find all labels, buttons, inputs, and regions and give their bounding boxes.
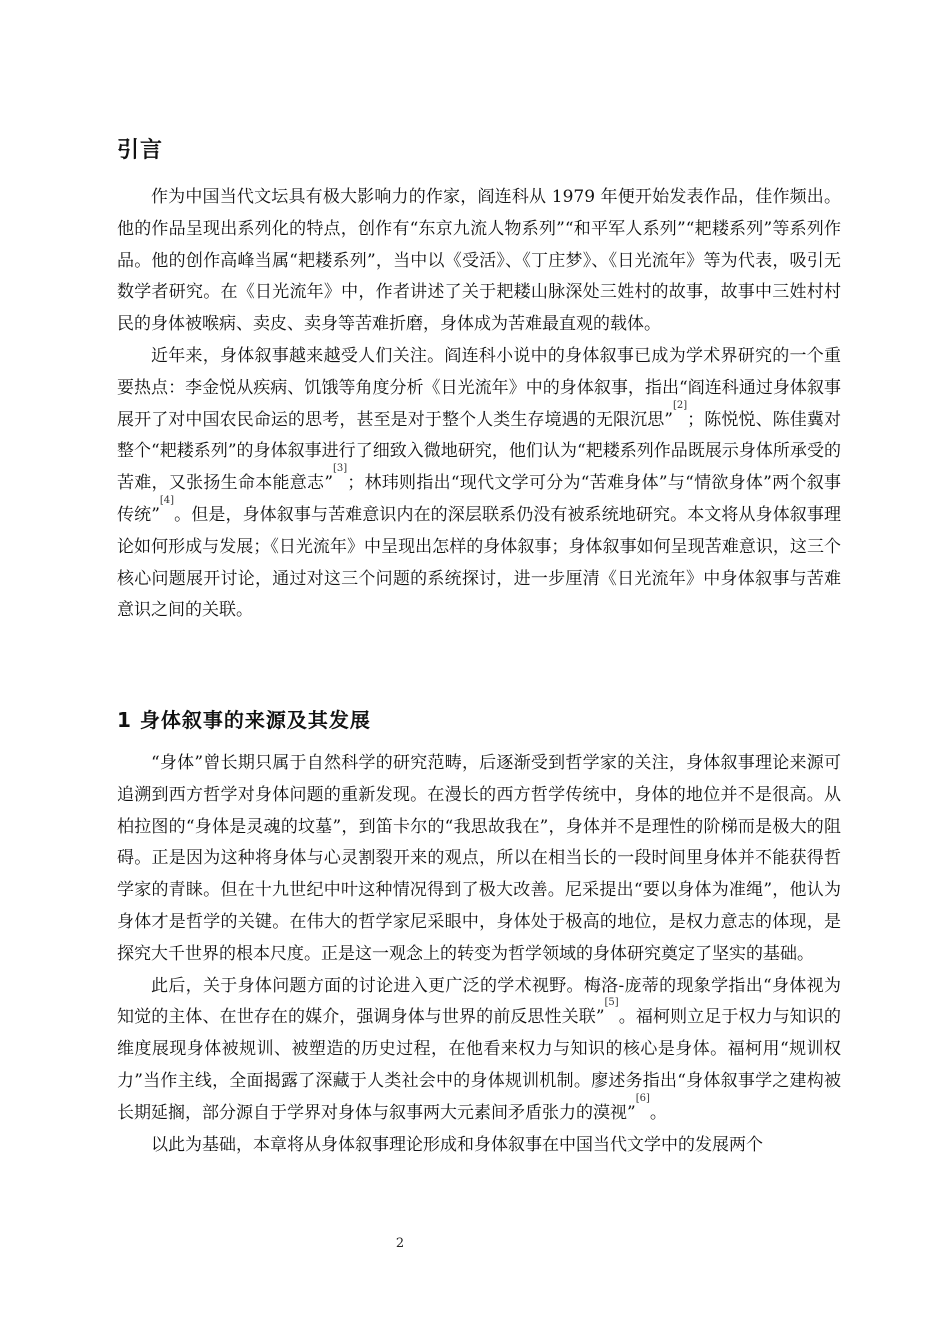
paragraph-text: 此后，关于身体问题方面的讨论进入更广泛的学术视野。梅洛-庞蒂的现象学指出“身体视为知觉的主体、在世存在的媒介，强调身体与世界的前反思性关联” [117, 975, 841, 1028]
paragraph-text: ；陈悦悦、陈佳冀对整个“耙耧系列”的身体叙事进行了细致入微地研究，他们认为“耙耧系列作品既展示身体所承受的苦难，又张扬生命本能意志” [117, 409, 841, 494]
page-number: 2 [395, 1236, 405, 1251]
paragraph [117, 971, 841, 1130]
paragraph-text: 。福柯则立足于权力与知识的维度展现身体被规训、被塑造的历史过程，在他看来权力与知识的核心是身体。福柯用“规训权力”当作主线，全面揭露了深藏于人类社会中的身体规训机制。廖述务指出“身体叙事学之建构被长期延搁，部分源自于学界对身体与叙事两大元素间矛盾张力的漠视” [117, 1007, 841, 1123]
paragraph [117, 182, 841, 341]
citation-ref[interactable]: [2] [673, 399, 688, 411]
citation-ref[interactable]: [5] [604, 997, 619, 1009]
introduction-body [117, 182, 841, 627]
paragraph-text: 。 [649, 1102, 667, 1123]
section-1-body [117, 748, 841, 1161]
paragraph-text: 以此为基础，本章将从身体叙事理论形成和身体叙事在中国当代文学中的发展两个 [151, 1134, 763, 1155]
section-heading-introduction: 引言 [117, 138, 164, 163]
paragraph-text: “身体”曾长期只属于自然科学的研究范畴，后逐渐受到哲学家的关注，身体叙事理论来源可追溯到西方哲学对身体问题的重新发现。在漫长的西方哲学传统中，身体的地位并不是很高。从柏拉图的“身体是灵魂的坟墓”，到笛卡尔的“我思故我在”，身体并不是理性的阶梯而是极大的阻碍。正是因为这种将身体与心灵割裂开来的观点，所以在相当长的一段时间里身体并不能获得哲学家的青睐。但在十九世纪中叶这种情况得到了极大改善。尼采提出“要以身体为准绳”，他认为身体才是哲学的关键。在伟大的哲学家尼采眼中，身体处于极高的地位，是权力意志的体现，是探究大千世界的根本尺度。正是这一观念上的转变为哲学领域的身体研究奠定了坚实的基础。 [117, 753, 841, 964]
paragraph-text: 作为中国当代文坛具有极大影响力的作家，阎连科从 1979 年便开始发表作品，佳作频出。他的作品呈现出系列化的特点，创作有“东京九流人物系列”“和平军人系列”“耙耧系列”等系列作品。他的创作高峰当属“耙耧系列”，当中以《受活》、《丁庄梦》、《日光流年》等为代表，吸引无数学者研究。在《日光流年》中，作者讲述了关于耙耧山脉深处三姓村的故事，故事中三姓村村民的身体被喉病、卖皮、卖身等苦难折磨，身体成为苦难最直观的载体。 [117, 187, 841, 335]
paragraph-text: ；林玮则指出“现代文学可分为“苦难身体”与“情欲身体”两个叙事传统” [117, 473, 841, 525]
paragraph-text: 近年来，身体叙事越来越受人们关注。阎连科小说中的身体叙事已成为学术界研究的一个重要热点：李金悦从疾病、饥饿等角度分析《日光流年》中的身体叙事，指出“阎连科通过身体叙事展开了对中国农民命运的思考，甚至是对于整个人类生存境遇的无限沉思” [117, 345, 841, 430]
paragraph [117, 748, 841, 971]
citation-ref[interactable]: [6] [635, 1092, 650, 1104]
paragraph [117, 341, 841, 627]
paragraph [117, 1130, 841, 1162]
paragraph-text: 。但是，身体叙事与苦难意识内在的深层联系仍没有被系统地研究。本文将从身体叙事理论如何形成与发展；《日光流年》中呈现出怎样的身体叙事；身体叙事如何呈现苦难意识，这三个核心问题展开讨论，通过对这三个问题的系统探讨，进一步厘清《日光流年》中身体叙事与苦难意识之间的关联。 [117, 504, 842, 621]
citation-ref[interactable]: [4] [159, 494, 175, 506]
citation-ref[interactable]: [3] [333, 463, 348, 475]
section-heading-1: 1 身体叙事的来源及其发展 [117, 708, 371, 732]
